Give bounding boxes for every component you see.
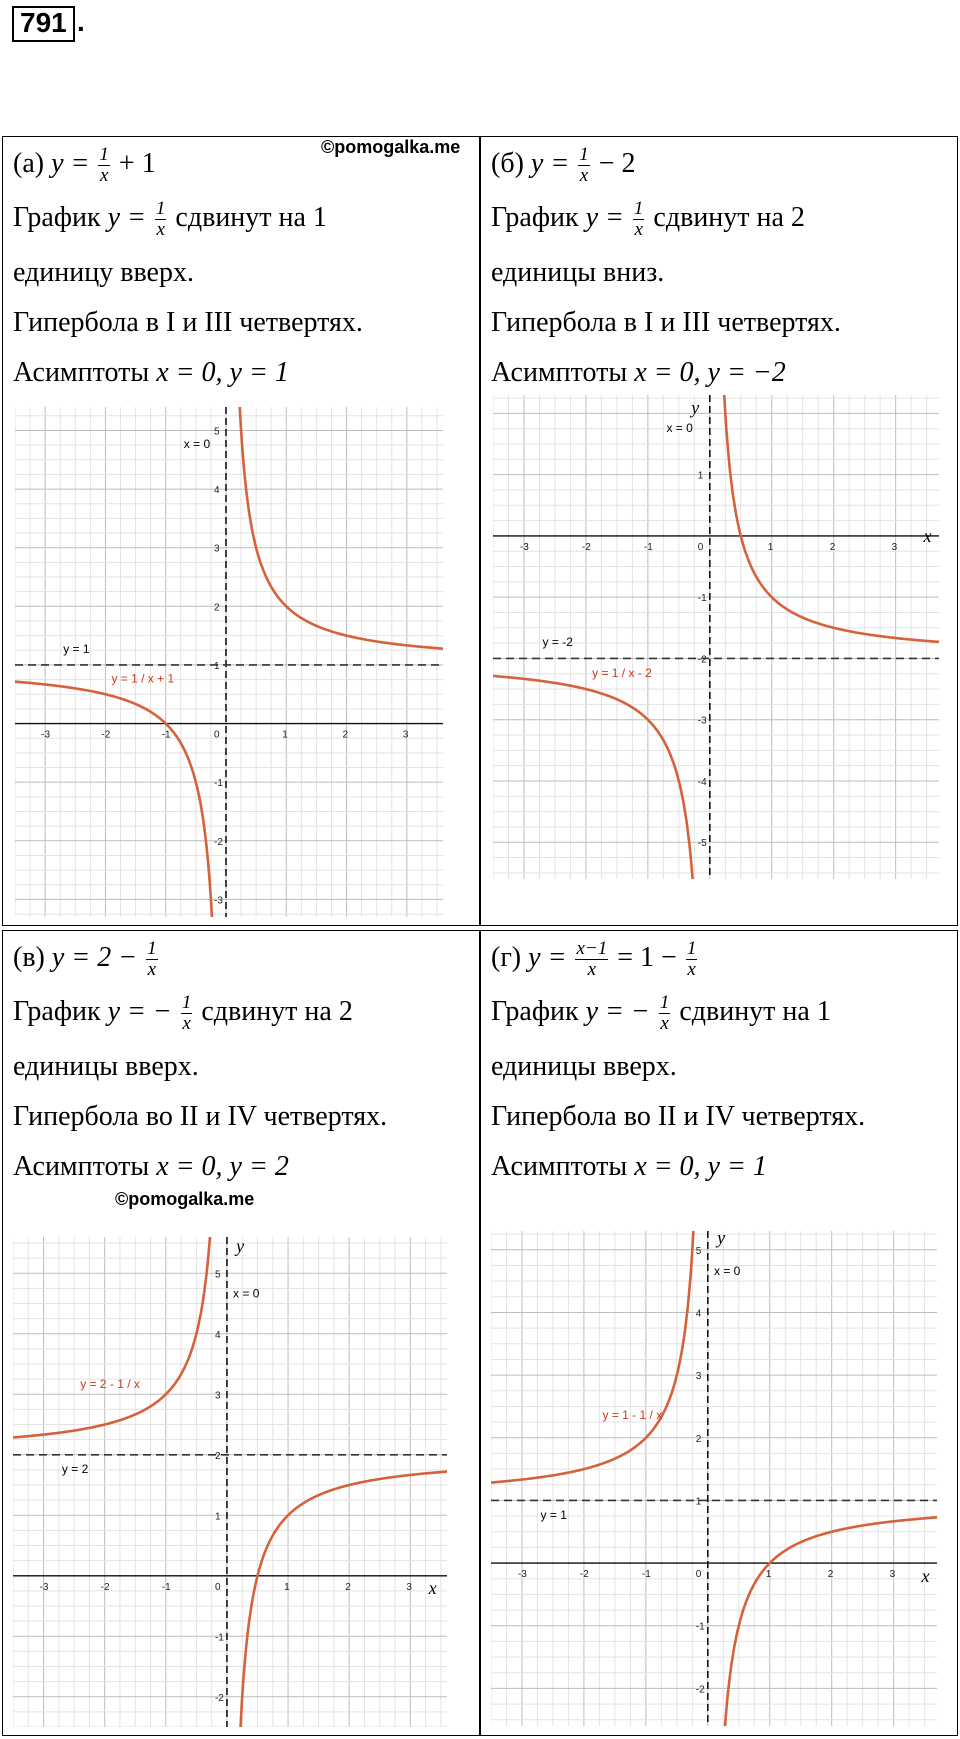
panel-c-line5-pre: Асимптоты	[13, 1151, 150, 1182]
panel-d-line2	[491, 993, 831, 1034]
x-tick-label: 0	[213, 729, 220, 741]
curve-branch-right	[723, 395, 939, 642]
x-tick-label: -2	[101, 729, 111, 741]
x-tick-label: -3	[39, 1581, 49, 1593]
y-tick-label: 2	[695, 1433, 702, 1445]
x-tick-label: 3	[891, 541, 898, 553]
graph-d	[491, 1231, 937, 1726]
panel-b-frac-num: 1	[579, 144, 589, 165]
panel-b-line5-pre: Асимптоты	[491, 357, 628, 388]
graph-b	[493, 395, 939, 879]
panel-d-line2-num: 1	[659, 992, 670, 1013]
panel-b-line2-pre: График	[491, 201, 579, 233]
panel-b-line2-post: сдвинут на 2	[653, 201, 805, 233]
x-axis-name: x	[428, 1577, 437, 1598]
panel-a-line2-eq: y =	[107, 201, 146, 233]
curve-label: y = 2 - 1 / x	[80, 1377, 140, 1392]
y-tick-label: -3	[697, 715, 707, 727]
horizontal-asymptote-label: y = -2	[542, 635, 573, 650]
x-tick-label: -2	[579, 1569, 589, 1581]
panel-a-line3: единицу вверх.	[13, 257, 194, 288]
panel-d-frac-num: x−1	[576, 938, 608, 959]
curve-branch-left	[493, 676, 695, 879]
y-tick-label: -2	[695, 1684, 705, 1696]
panel-b-line2-den: x	[634, 219, 643, 240]
panel-d-frac2-den: x	[687, 959, 696, 980]
panel-c-line2-fraction	[181, 993, 193, 1034]
panel-a-fraction	[98, 145, 110, 186]
curve-branch-right	[723, 1517, 937, 1726]
panel-a-equation	[13, 145, 156, 186]
x-tick-label: 2	[827, 1569, 834, 1581]
panel-c-line4: Гипербола во II и IV четвертях.	[13, 1101, 388, 1132]
panel-a-line5-pre: Асимптоты	[13, 357, 150, 388]
y-tick-label: -2	[697, 654, 707, 666]
panel-b-fraction	[578, 145, 590, 186]
panel-d-line2-eq: y = −	[585, 995, 650, 1027]
y-tick-label: -2	[214, 1692, 224, 1704]
panel-c-line5-eq: x = 0, y = 2	[156, 1151, 289, 1182]
panel-d-line2-post: сдвинут на 1	[679, 995, 831, 1027]
y-tick-label: -2	[213, 836, 223, 848]
x-tick-label: -2	[581, 541, 591, 553]
x-tick-label: -1	[641, 1569, 651, 1581]
x-tick-label: 1	[765, 1569, 772, 1581]
panel-b-line3: единицы вниз.	[491, 257, 665, 288]
y-tick-label: 2	[214, 1450, 221, 1462]
panel-a-eq-post: + 1	[118, 147, 156, 179]
panel-b-eq-pre: y =	[530, 147, 570, 179]
panel-c	[2, 930, 480, 1736]
y-tick-label: 5	[214, 1269, 221, 1281]
panel-a-frac-den: x	[99, 165, 109, 186]
panel-c-fraction	[146, 939, 158, 980]
x-tick-label: 0	[695, 1569, 702, 1581]
y-tick-label: 3	[695, 1371, 702, 1383]
x-tick-label: 1	[282, 729, 288, 741]
x-tick-label: 3	[889, 1569, 896, 1581]
vertical-asymptote-label: x = 0	[233, 1286, 260, 1301]
y-tick-label: 4	[213, 485, 220, 497]
problem-number: 791	[12, 6, 75, 42]
panel-a-line2-pre: График	[13, 201, 101, 233]
x-tick-label: 1	[767, 541, 774, 553]
y-tick-label: 2	[213, 602, 220, 614]
y-tick-label: 5	[695, 1245, 702, 1257]
x-tick-label: -3	[519, 541, 529, 553]
y-axis-name: y	[236, 1237, 245, 1257]
panel-b-line5-eq: x = 0, y = −2	[634, 357, 786, 388]
panel-c-line2	[13, 993, 353, 1034]
panel-b-line2-fraction	[633, 199, 645, 240]
watermark: ©pomogalka.me	[321, 137, 461, 157]
panel-d-fraction	[575, 939, 608, 980]
y-tick-label: -3	[213, 895, 223, 907]
y-tick-label: 4	[695, 1308, 702, 1320]
x-tick-label: 2	[342, 729, 349, 741]
x-tick-label: -3	[41, 729, 51, 741]
panel-a-line2-num: 1	[155, 198, 166, 219]
panel-d-fraction-2	[686, 939, 698, 980]
horizontal-asymptote-label: y = 1	[540, 1508, 567, 1523]
panel-a-frac-num: 1	[99, 144, 109, 165]
y-axis-name: y	[691, 397, 700, 418]
panel-c-equation	[13, 939, 160, 980]
curve-branch-right	[239, 1472, 447, 1727]
x-axis-name: x	[923, 526, 932, 547]
graph-a	[15, 407, 443, 917]
vertical-asymptote-label: x = 0	[714, 1263, 741, 1278]
x-axis-name: x	[921, 1565, 930, 1586]
problem-number-dot: .	[77, 6, 85, 37]
panel-c-line2-num: 1	[181, 992, 192, 1013]
x-tick-label: 2	[829, 541, 836, 553]
panel-d-frac-den: x	[587, 959, 597, 980]
horizontal-asymptote-label: y = 1	[63, 642, 90, 657]
panel-b-line2-num: 1	[633, 198, 644, 219]
y-tick-label: 5	[213, 426, 220, 438]
panel-a-line5-eq: x = 0, y = 1	[156, 357, 289, 388]
x-tick-label: -1	[161, 729, 171, 741]
panel-a-line2-post: сдвинут на 1	[175, 201, 327, 233]
vertical-asymptote-label: x = 0	[183, 437, 211, 452]
panel-d-eq-post: = 1 −	[617, 941, 677, 973]
vertical-asymptote-label: x = 0	[666, 420, 693, 435]
curve-label: y = 1 - 1 / x	[602, 1407, 663, 1422]
panel-d	[480, 930, 958, 1736]
y-tick-label: -1	[695, 1621, 705, 1633]
panel-c-line2-pre: График	[13, 995, 101, 1027]
y-tick-label: -1	[214, 1632, 224, 1644]
panel-d-line5-pre: Асимптоты	[491, 1151, 628, 1182]
y-tick-label: -5	[697, 838, 707, 850]
curve-label: y = 1 / x + 1	[111, 671, 175, 686]
graph-c	[13, 1237, 447, 1727]
x-tick-label: 0	[697, 541, 704, 553]
panel-c-line3: единицы вверх.	[13, 1051, 199, 1082]
panel-a-line5	[13, 357, 289, 389]
panel-a-line2-den: x	[156, 219, 165, 240]
panel-a-eq-pre: y =	[51, 147, 90, 179]
panel-d-frac2-num: 1	[686, 938, 697, 959]
y-tick-label: 1	[695, 1496, 702, 1508]
panel-d-line2-den: x	[660, 1013, 669, 1034]
y-tick-label: 1	[214, 1511, 221, 1523]
panel-b-line4: Гипербола в I и III четвертях.	[491, 307, 841, 338]
x-tick-label: -2	[100, 1581, 110, 1593]
panel-c-line2-eq: y = −	[107, 995, 172, 1027]
panel-c-label: (в)	[13, 941, 45, 973]
panel-a-line2-fraction	[155, 199, 167, 240]
y-axis-name: y	[717, 1231, 726, 1248]
panel-c-eq-pre: y = 2 −	[51, 941, 138, 973]
panel-d-line2-fraction	[659, 993, 671, 1034]
y-tick-label: 1	[213, 660, 220, 672]
panel-a-label: (а)	[13, 147, 45, 179]
x-tick-label: -3	[517, 1569, 527, 1581]
panel-d-line5-eq: x = 0, y = 1	[634, 1151, 767, 1182]
panel-a-line4: Гипербола в I и III четвертях.	[13, 307, 363, 338]
panel-d-equation	[491, 939, 699, 980]
panel-b-label: (б)	[491, 147, 524, 179]
y-tick-label: 1	[697, 470, 704, 482]
panel-c-line2-post: сдвинут на 2	[201, 995, 353, 1027]
x-tick-label: 3	[406, 1581, 412, 1593]
watermark: ©pomogalka.me	[115, 1189, 255, 1209]
y-tick-label: -4	[697, 776, 707, 788]
x-tick-label: -1	[161, 1581, 171, 1593]
curve-branch-left	[13, 1237, 212, 1438]
panel-d-eq-pre: y =	[528, 941, 567, 973]
y-tick-label: 4	[214, 1329, 221, 1341]
x-tick-label: 1	[284, 1581, 290, 1593]
panel-d-line3: единицы вверх.	[491, 1051, 677, 1082]
panel-c-frac-den: x	[147, 959, 157, 980]
panel-a	[2, 136, 480, 926]
panel-b	[480, 136, 958, 926]
panel-c-frac-num: 1	[147, 938, 157, 959]
panel-c-line5	[13, 1151, 289, 1183]
panel-a-line2	[13, 199, 327, 240]
y-tick-label: -1	[213, 778, 223, 790]
panel-c-line2-den: x	[182, 1013, 191, 1034]
x-tick-label: -1	[643, 541, 653, 553]
panel-b-frac-den: x	[579, 165, 589, 186]
panel-d-label: (г)	[491, 941, 522, 973]
curve-label: y = 1 / x - 2	[592, 665, 652, 680]
panel-b-line2-eq: y =	[585, 201, 624, 233]
panel-d-line4: Гипербола во II и IV четвертях.	[491, 1101, 866, 1132]
horizontal-asymptote-label: y = 2	[61, 1461, 89, 1476]
panel-d-line5	[491, 1151, 767, 1183]
x-tick-label: 0	[214, 1581, 221, 1593]
panel-d-line2-pre: График	[491, 995, 579, 1027]
panel-b-line2	[491, 199, 805, 240]
y-tick-label: 3	[213, 543, 220, 555]
panel-b-equation	[491, 145, 636, 186]
panel-b-line5	[491, 357, 786, 389]
curve-branch-right	[238, 407, 443, 649]
panel-b-eq-post: − 2	[598, 147, 636, 179]
x-tick-label: 2	[345, 1581, 351, 1593]
x-tick-label: 3	[402, 729, 409, 741]
y-tick-label: -1	[697, 593, 707, 605]
y-tick-label: 3	[214, 1390, 221, 1402]
